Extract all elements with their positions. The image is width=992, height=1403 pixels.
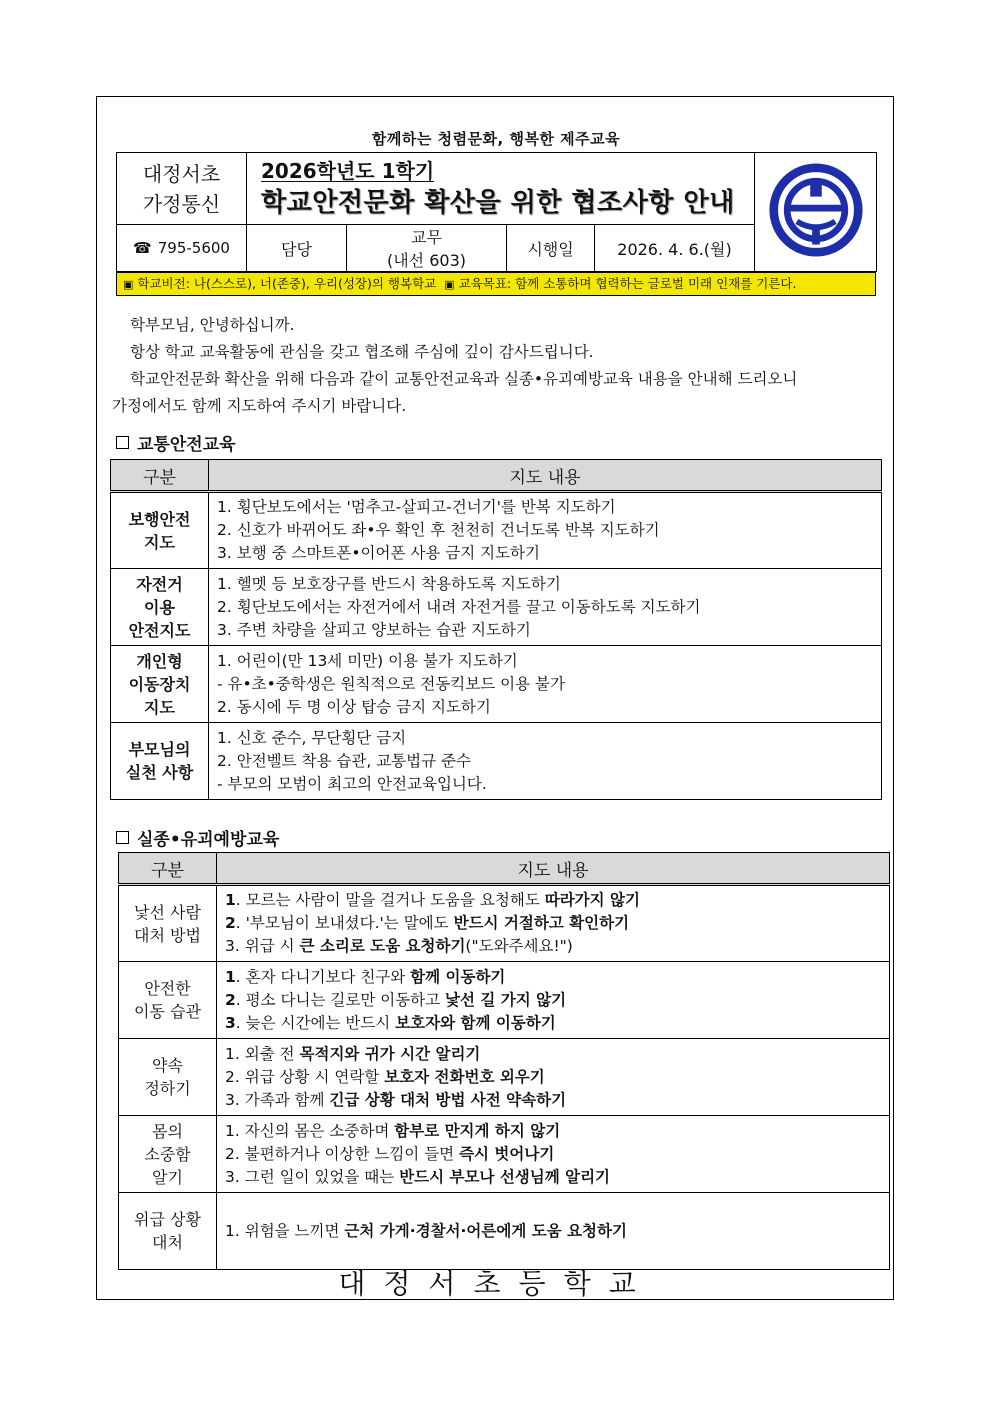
emphasis-text: 목적지와 귀가 시간 알리기 — [299, 1044, 481, 1063]
emphasis-text: 2 — [225, 914, 236, 932]
row-content — [217, 1193, 890, 1270]
content-text: 2. 위급 상황 시 연락할 — [225, 1067, 385, 1086]
publisher-name: 대정서초 — [142, 161, 221, 186]
row-content — [217, 962, 890, 1039]
emphasis-text: 긴급 상황 대처 방법 사전 약속하기 — [329, 1090, 567, 1109]
table-row — [119, 885, 890, 962]
category-line: 정하기 — [144, 1079, 191, 1098]
table-row — [111, 569, 882, 646]
category-line: 개인형 — [136, 651, 183, 671]
row-category — [119, 1039, 217, 1116]
table-row — [119, 1193, 890, 1270]
checkbox-square-icon — [116, 436, 129, 449]
category-line: 소중함 — [144, 1144, 191, 1164]
section-title: 교통안전교육 — [137, 435, 236, 455]
category-line: 보행안전 — [128, 509, 191, 529]
content-line — [225, 1043, 881, 1066]
content-text: 3. 가족과 함께 — [225, 1090, 330, 1109]
content-text: . 모르는 사람이 말을 걸거나 도움을 요청해도 — [235, 891, 545, 909]
school-emblem-icon — [768, 162, 864, 258]
table-row — [111, 492, 882, 569]
content-line: - 유•초•중학생은 원칙적으로 전동킥보드 이용 불가 — [217, 674, 565, 693]
phone-cell — [117, 225, 247, 272]
section-title: 실종•유괴예방교육 — [137, 830, 280, 850]
column-header-content: 지도 내용 — [217, 853, 890, 885]
row-content — [209, 723, 882, 800]
table-row — [119, 1116, 890, 1193]
education-goal: 교육목표: 함께 소통하며 협력하는 글로벌 미래 인재를 기른다. — [458, 276, 797, 291]
category-line: 몸의 — [152, 1121, 183, 1141]
content-line: 1. 횡단보도에서는 '멈추고-살피고-건너기'를 반복 지도하기 — [217, 498, 616, 516]
row-category — [111, 723, 209, 800]
school-vision: 학교비전: 나(스스로), 너(존중), 우리(성장)의 행복학교 — [137, 276, 437, 291]
category-line: 약속 — [152, 1056, 183, 1075]
content-line — [225, 912, 881, 935]
content-text: 1. 자신의 몸은 소중하며 — [225, 1121, 395, 1140]
content-line — [225, 1143, 881, 1166]
table-row — [111, 723, 882, 800]
content-line — [225, 889, 881, 912]
content-text: . 평소 다니는 길로만 이동하고 — [235, 990, 446, 1009]
row-content — [217, 885, 890, 962]
table-row — [119, 1039, 890, 1116]
content-text: . 늦은 시간에는 반드시 — [235, 1013, 396, 1032]
content-line — [225, 1012, 881, 1035]
content-line: 1. 헬멧 등 보호장구를 반드시 착용하도록 지도하기 — [217, 574, 561, 593]
category-line: 알기 — [152, 1167, 183, 1187]
row-category — [111, 646, 209, 723]
date-label: 시행일 — [507, 225, 595, 272]
content-line — [225, 1166, 881, 1189]
publisher-type: 가정통신 — [142, 191, 221, 216]
content-text: 2. 불편하거나 이상한 느낌이 들면 — [225, 1144, 460, 1163]
column-header-category: 구분 — [111, 460, 209, 492]
category-line: 대처 방법 — [134, 925, 201, 945]
row-content — [209, 646, 882, 723]
table-row — [111, 646, 882, 723]
content-line: 2. 신호가 바뀌어도 좌•우 확인 후 천천히 건너도록 반복 지도하기 — [217, 521, 660, 539]
category-line: 안전지도 — [128, 620, 191, 640]
row-category — [119, 1193, 217, 1270]
emphasis-text: 큰 소리로 도움 요청하기 — [299, 937, 466, 955]
category-line: 낯선 사람 — [134, 902, 201, 922]
title-semester: 2026학년도 1학기 — [261, 158, 435, 183]
content-line — [225, 1066, 881, 1089]
manager-extension: (내선 603) — [386, 251, 467, 270]
content-line — [225, 1120, 881, 1143]
emphasis-text: 함께 이동하기 — [410, 967, 506, 986]
emphasis-text: 근처 가게·경찰서·어른에게 도움 요청하기 — [344, 1221, 627, 1240]
emphasis-text: 반드시 부모나 선생님께 알리기 — [399, 1167, 611, 1186]
table-row — [119, 962, 890, 1039]
row-category — [111, 492, 209, 569]
date-value: 2026. 4. 6.(월) — [595, 225, 755, 272]
title-main: 학교안전문화 확산을 위한 협조사항 안내 — [261, 187, 735, 218]
content-line: 3. 보행 중 스마트폰•이어폰 사용 금지 지도하기 — [217, 544, 541, 562]
content-text: 1. 위험을 느끼면 — [225, 1221, 345, 1240]
traffic-safety-table — [110, 459, 882, 800]
column-header-content: 지도 내용 — [209, 460, 882, 492]
content-line — [225, 1220, 881, 1243]
content-line: 3. 주변 차량을 살피고 양보하는 습관 지도하기 — [217, 620, 531, 639]
content-line: 1. 신호 준수, 무단횡단 금지 — [217, 728, 407, 747]
emphasis-text: 2 — [225, 990, 236, 1009]
content-text: 1. 외출 전 — [225, 1044, 300, 1063]
content-line — [225, 1089, 881, 1112]
category-line: 이동 습관 — [134, 1002, 201, 1021]
slogan: 함께하는 청렴문화, 행복한 제주교육 — [371, 130, 621, 148]
request: 가정에서도 함께 지도하여 주시기 바랍니다. — [112, 397, 407, 415]
emphasis-text: 보호자 전화번호 외우기 — [384, 1067, 545, 1086]
thanks: 항상 학교 교육활동에 관심을 갖고 협조해 주심에 깊이 감사드립니다. — [130, 343, 594, 361]
content-line: - 부모의 모범이 최고의 안전교육입니다. — [217, 774, 487, 793]
emphasis-text: 1 — [225, 891, 236, 909]
intro-text — [112, 312, 880, 420]
emphasis-text: 3 — [225, 1013, 236, 1032]
category-line: 위급 상황 — [134, 1210, 201, 1229]
square-marker-icon: ▣ — [123, 278, 134, 291]
notice-title — [247, 153, 755, 225]
row-category — [119, 885, 217, 962]
emphasis-text: 1 — [225, 967, 236, 986]
row-content — [209, 492, 882, 569]
vision-bar — [116, 272, 876, 296]
category-line: 이동장치 — [128, 674, 191, 694]
content-line: 2. 횡단보도에서는 자전거에서 내려 자전거를 끌고 이동하도록 지도하기 — [217, 597, 701, 616]
category-line: 지도 — [144, 697, 175, 717]
row-content — [217, 1116, 890, 1193]
category-line: 대처 — [152, 1233, 183, 1252]
row-content — [217, 1039, 890, 1116]
emphasis-text: 따라가지 않기 — [544, 891, 640, 909]
phone-number: 795-5600 — [157, 239, 230, 257]
missing-prevention-table — [118, 852, 890, 1270]
greeting: 학부모님, 안녕하십니까. — [130, 316, 295, 334]
manager-label: 담당 — [247, 225, 347, 272]
section-missing-heading — [116, 825, 279, 850]
section-traffic-heading — [116, 430, 236, 455]
content-text: 3. 위급 시 — [225, 937, 300, 955]
category-line: 자전거 — [136, 574, 183, 594]
manager-dept — [347, 225, 507, 272]
publisher — [117, 153, 247, 225]
category-line: 부모님의 — [128, 740, 191, 759]
square-marker-icon: ▣ — [444, 278, 455, 291]
column-header-category: 구분 — [119, 853, 217, 885]
logo-cell — [755, 153, 877, 272]
emphasis-text: 즉시 벗어나기 — [459, 1144, 555, 1163]
row-content — [209, 569, 882, 646]
content-text: . '부모님이 보내셨다.'는 말에도 — [235, 914, 454, 932]
emphasis-text: 함부로 만지게 하지 않기 — [394, 1121, 561, 1140]
row-category — [119, 1116, 217, 1193]
content-line — [225, 966, 881, 989]
header-table — [116, 152, 877, 272]
category-line: 실천 사항 — [125, 763, 194, 782]
emphasis-text: 낯선 길 가지 않기 — [445, 990, 567, 1009]
purpose: 학교안전문화 확산을 위해 다음과 같이 교통안전교육과 실종•유괴예방교육 내용을 안내해 드리오니 — [130, 370, 798, 388]
checkbox-square-icon — [116, 831, 129, 844]
manager-dept-name: 교무 — [411, 228, 442, 247]
content-text: . 혼자 다니기보다 친구와 — [235, 967, 411, 986]
content-text: 3. 그런 일이 있었을 때는 — [225, 1167, 400, 1186]
category-line: 지도 — [144, 532, 175, 552]
content-line: 2. 안전벨트 착용 습관, 교통법규 준수 — [217, 751, 471, 770]
emphasis-text: 반드시 거절하고 확인하기 — [453, 914, 630, 932]
content-line — [225, 935, 881, 958]
row-category — [119, 962, 217, 1039]
content-text: ("도와주세요!") — [465, 937, 573, 955]
content-line: 2. 동시에 두 명 이상 탑승 금지 지도하기 — [217, 697, 491, 716]
category-line: 이용 — [144, 597, 175, 617]
school-name-footer: 대정서초등학교 — [338, 1267, 654, 1300]
content-line — [225, 989, 881, 1012]
phone-icon: ☎ — [133, 239, 152, 257]
row-category — [111, 569, 209, 646]
content-line: 1. 어린이(만 13세 미만) 이용 불가 지도하기 — [217, 651, 518, 670]
category-line: 안전한 — [144, 979, 191, 998]
emphasis-text: 보호자와 함께 이동하기 — [395, 1013, 556, 1032]
